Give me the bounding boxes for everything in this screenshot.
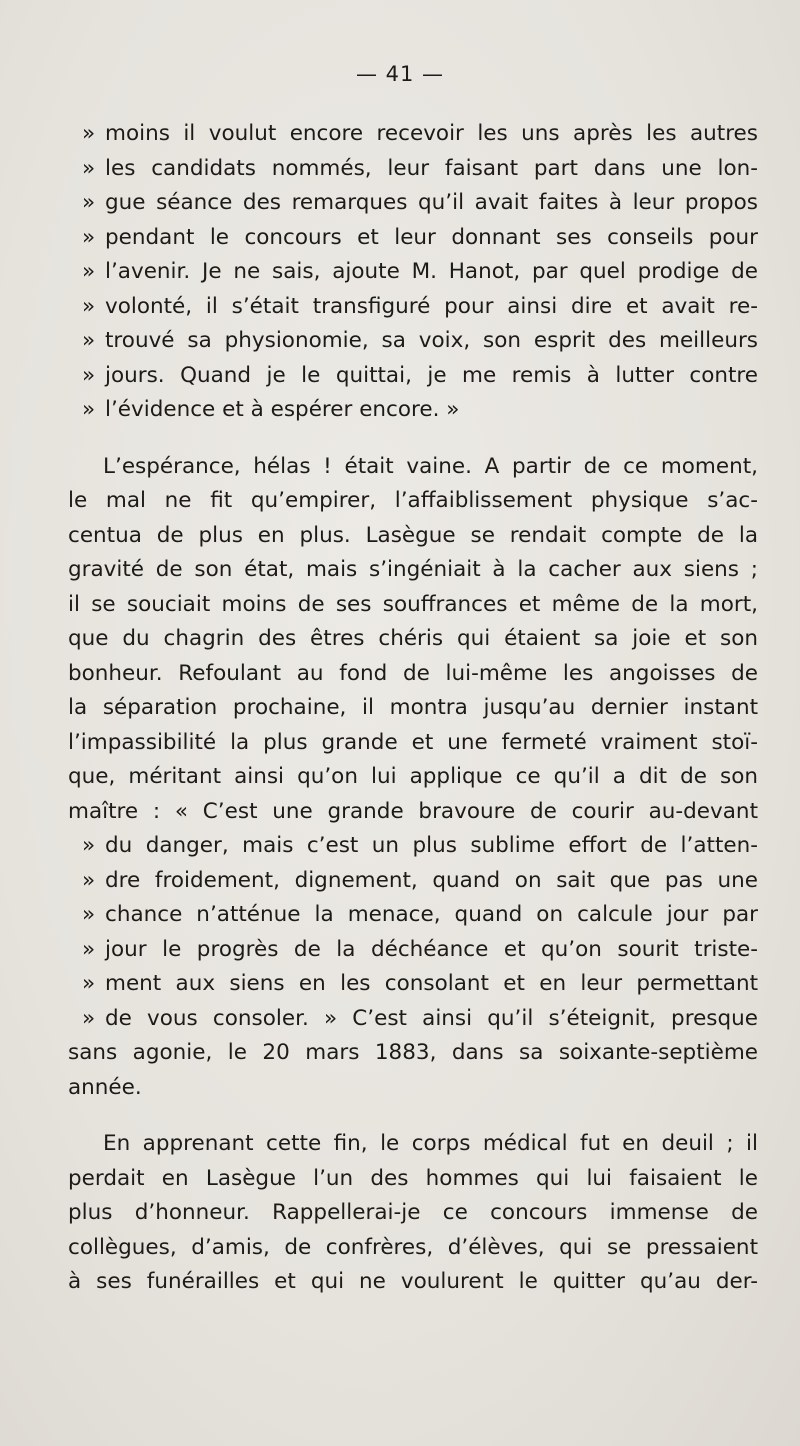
- text-line: [0, 1231, 800, 1265]
- text-line: [0, 1265, 800, 1299]
- text-line: [0, 1036, 800, 1070]
- line-text: à ses funérailles et qui ne voulurent le quitter qu’au der-: [68, 1269, 758, 1294]
- line-text: collègues, d’amis, de confrères, d’élèves, qui se pressaient: [68, 1235, 758, 1260]
- line-text: jour le progrès de la déchéance et qu’on sourit triste-: [105, 937, 758, 962]
- line-text: moins il voulut encore recevoir les uns après les autres: [105, 121, 758, 146]
- text-line: [0, 967, 800, 1001]
- quote-mark: »: [82, 363, 96, 388]
- text-line: [0, 393, 800, 427]
- quote-mark: »: [82, 397, 96, 422]
- page-number: — 41 —: [355, 62, 445, 86]
- quote-mark: »: [82, 156, 96, 181]
- text-line: [0, 1127, 800, 1161]
- text-line: [0, 864, 800, 898]
- text-line: [0, 221, 800, 255]
- text-line: [0, 1162, 800, 1196]
- line-text: de vous consoler. » C’est ainsi qu’il s’éteignit, presque: [105, 1006, 758, 1031]
- line-text: centua de plus en plus. Lasègue se rendait compte de la: [68, 523, 758, 548]
- line-text: sans agonie, le 20 mars 1883, dans sa soixante-septième: [68, 1040, 758, 1065]
- text-line: [0, 484, 800, 518]
- text-line: [0, 1196, 800, 1230]
- quote-mark: »: [82, 971, 96, 996]
- text-line: [0, 553, 800, 587]
- line-text: année.: [68, 1075, 142, 1100]
- text-line: [0, 829, 800, 863]
- quote-mark: »: [82, 833, 96, 858]
- line-text: dre froidement, dignement, quand on sait que pas une: [105, 868, 758, 893]
- line-text: ment aux siens en les consolant et en leur permettant: [105, 971, 758, 996]
- line-text: l’avenir. Je ne sais, ajoute M. Hanot, par quel prodige de: [105, 259, 758, 284]
- line-text: gue séance des remarques qu’il avait faites à leur propos: [105, 190, 758, 215]
- text-line: [0, 657, 800, 691]
- line-text: du danger, mais c’est un plus sublime effort de l’atten-: [105, 833, 758, 858]
- text-line: [0, 726, 800, 760]
- text-line: [0, 898, 800, 932]
- line-text: gravité de son état, mais s’ingéniait à la cacher aux siens ;: [68, 557, 758, 582]
- line-text: bonheur. Refoulant au fond de lui-même les angoisses de: [68, 661, 758, 686]
- line-text: volonté, il s’était transfiguré pour ainsi dire et avait re-: [105, 294, 758, 319]
- text-line: [0, 186, 800, 220]
- quote-mark: »: [82, 937, 96, 962]
- text-line: [0, 760, 800, 794]
- text-line: [0, 795, 800, 829]
- line-text: l’impassibilité la plus grande et une fermeté vraiment stoï-: [68, 730, 758, 755]
- text-line: [0, 290, 800, 324]
- text-line: [0, 588, 800, 622]
- text-line: [0, 324, 800, 358]
- line-text: trouvé sa physionomie, sa voix, son esprit des meilleurs: [105, 328, 758, 353]
- quote-mark: »: [82, 868, 96, 893]
- line-text: maître : « C’est une grande bravoure de courir au-devant: [68, 799, 758, 824]
- line-text: que du chagrin des êtres chéris qui étaient sa joie et son: [68, 626, 758, 651]
- quote-mark: »: [82, 225, 96, 250]
- line-text: il se souciait moins de ses souffrances et même de la mort,: [68, 592, 758, 617]
- text-line: [0, 622, 800, 656]
- quote-mark: »: [82, 328, 96, 353]
- line-text: que, méritant ainsi qu’on lui applique ce qu’il a dit de son: [68, 764, 758, 789]
- text-line: [0, 450, 800, 484]
- text-line: [0, 519, 800, 553]
- quote-mark: »: [82, 294, 96, 319]
- text-line: [0, 1071, 800, 1105]
- text-line: [0, 1002, 800, 1036]
- text-line: [0, 933, 800, 967]
- line-text: perdait en Lasègue l’un des hommes qui lui faisaient le: [68, 1166, 758, 1191]
- text-line: [0, 117, 800, 151]
- quote-mark: »: [82, 902, 96, 927]
- quote-mark: »: [82, 121, 96, 146]
- line-text: la séparation prochaine, il montra jusqu’au dernier instant: [68, 695, 758, 720]
- line-text: plus d’honneur. Rappellerai-je ce concours immense de: [68, 1200, 758, 1225]
- line-text: En apprenant cette fin, le corps médical fut en deuil ; il: [103, 1131, 758, 1156]
- line-text: pendant le concours et leur donnant ses conseils pour: [105, 225, 758, 250]
- text-line: [0, 152, 800, 186]
- line-text: le mal ne fit qu’empirer, l’affaiblissement physique s’ac-: [68, 488, 758, 513]
- line-text: l’évidence et à espérer encore. »: [105, 397, 460, 422]
- line-text: jours. Quand je le quittai, je me remis à lutter contre: [105, 363, 758, 388]
- line-text: chance n’atténue la menace, quand on calcule jour par: [105, 902, 758, 927]
- text-line: [0, 255, 800, 289]
- quote-mark: »: [82, 1006, 96, 1031]
- line-text: les candidats nommés, leur faisant part dans une lon-: [105, 156, 758, 181]
- quote-mark: »: [82, 190, 96, 215]
- quote-mark: »: [82, 259, 96, 284]
- line-text: L’espérance, hélas ! était vaine. A partir de ce moment,: [103, 454, 758, 479]
- text-line: [0, 691, 800, 725]
- text-line: [0, 359, 800, 393]
